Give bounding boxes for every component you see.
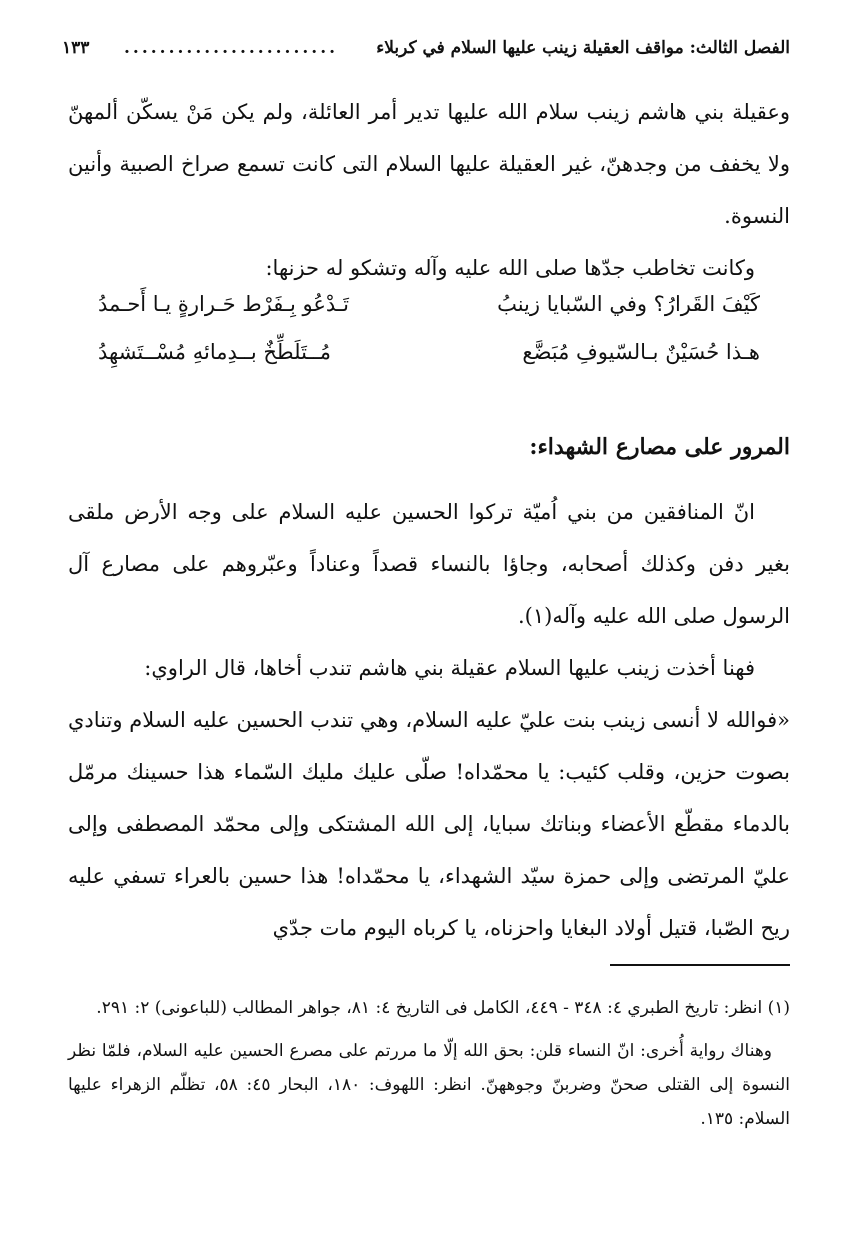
footnotes [68, 990, 790, 1136]
verse-first-hemistich: كَيْفَ القَرارُ؟ وفي السّبايا زينبُ [497, 292, 760, 316]
section-heading: المرور على مصارع الشهداء: [529, 434, 790, 460]
intro-paragraph: وعقيلة بني هاشم زينب سلام الله عليها تدير أمر العائلة، ولم يكن مَنْ يسكّن ألمهنّ ولا يخفف من وجدهنّ، غير العقيلة عليها السلام التى كانت تسمع صراخ الصبية وأنين النسوة. [68, 100, 790, 228]
poem-verse [98, 328, 760, 376]
body-paragraph: انّ المنافقين من بني اُميّة تركوا الحسين عليه السلام على وجه الأرض ملقى بغير دفن وكذلك أصحابه، وجاؤا بالنساء قصداً وعناداً وعبّروهم على مصارع آل الرسول صلى الله عليه وآله(١). [68, 500, 790, 628]
footnote-separator [610, 964, 790, 966]
page-number: ١٣٣ [62, 38, 90, 58]
body-paragraph: فهنا أخذت زينب عليها السلام عقيلة بني هاشم تندب أخاها، قال الراوي: [144, 656, 755, 680]
section-body [68, 486, 790, 954]
intro-block [68, 86, 790, 294]
footnote-1-continuation: وهناك رواية أُخرى: انّ النساء قلن: بحق الله إلّا ما مررتم على مصرع الحسين عليه السلام، فلمّا نظر النسوة إلى القتلى صحنّ وضربنّ وجوههنّ. انظر: اللهوف: ١٨٠، البحار ٤٥: ٥٨، تظلّم الزهراء عليها السلام: ١٣٥. [68, 1041, 791, 1129]
verse-second-hemistich: مُــتَلَطِّخٌ بــدِمائهِ مُسْــتَشهِدُ [98, 340, 331, 364]
intro-paragraph: وكانت تخاطب جدّها صلى الله عليه وآله وتشكو له حزنها: [265, 256, 755, 280]
leader-dots: ........................ [124, 38, 339, 58]
verse-second-hemistich: تَـدْعُو بِـفَرْط حَـرارةٍ يـا أَحـمدُ [98, 292, 349, 316]
poem-verse [98, 280, 760, 328]
chapter-title: الفصل الثالث: مواقف العقيلة زينب عليها السلام في كربلاء [376, 38, 790, 58]
poem [98, 280, 760, 376]
verse-first-hemistich: هـذا حُسَيْنٌ بـالسّيوفِ مُبَضَّع [522, 340, 760, 364]
running-head [62, 38, 790, 68]
quote-paragraph: «فوالله لا أنسى زينب بنت عليّ عليه السلام، وهي تندب الحسين عليه السلام وتنادي بصوت حزين، وقلب كئيب: يا محمّداه! صلّى عليك مليك السّماء هذا حسينك مرمّل بالدماء مقطّع الأعضاء وبناتك سبايا، إلى الله المشتكى وإلى محمّد المصطفى وإلى عليّ المرتضى وإلى حمزة سيّد الشهداء، يا محمّداه! هذا حسين بالعراء تسفي عليه ريح الصّبا، قتيل أولاد البغايا واحزناه، يا كرباه اليوم مات جدّي [68, 708, 791, 940]
footnote-1: (١) انظر: تاريخ الطبري ٤: ٣٤٨ - ٤٤٩، الكامل فى التاريخ ٤: ٨١، جواهر المطالب (للباعونى) ٢: ٢٩١. [96, 998, 790, 1018]
